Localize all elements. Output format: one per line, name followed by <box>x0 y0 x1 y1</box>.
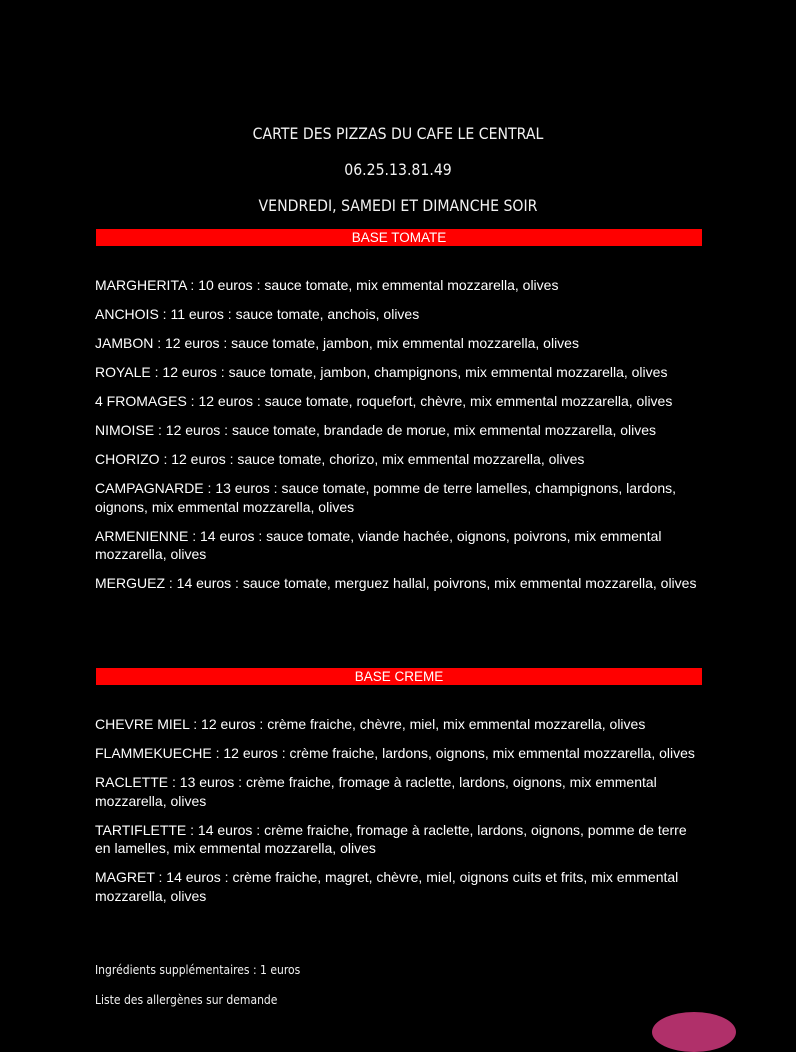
corner-decoration <box>652 1012 736 1052</box>
tomate-pizza-list <box>95 276 705 603</box>
pizza-item-raclette: RACLETTE : 13 euros : crème fraiche, fromage à raclette, lardons, oignons, mix emmental mozzarella, olives <box>95 774 657 809</box>
phone-number: 06.25.13.81.49 <box>344 160 452 179</box>
pizza-item-jambon: JAMBON : 12 euros : sauce tomate, jambon, mix emmental mozzarella, olives <box>95 335 579 351</box>
pizza-item-royale: ROYALE : 12 euros : sauce tomate, jambon, champignons, mix emmental mozzarella, olives <box>95 364 668 380</box>
pizza-item-campagnarde: CAMPAGNARDE : 13 euros : sauce tomate, pomme de terre lamelles, champignons, lardons, oignons, mix emmental mozzarella, olives <box>95 480 676 515</box>
pizza-item-tartiflette: TARTIFLETTE : 14 euros : crème fraiche, fromage à raclette, lardons, oignons, pomme de terre en lamelles, mix emmental mozzarella, olives <box>95 821 687 856</box>
creme-pizza-list <box>95 715 705 916</box>
allergens-note: Liste des allergènes sur demande <box>95 993 278 1007</box>
section-header-base-creme: BASE CREME <box>96 668 702 685</box>
pizza-item-nimoise: NIMOISE : 12 euros : sauce tomate, brandade de morue, mix emmental mozzarella, olives <box>95 422 657 438</box>
extra-ingredients-note: Ingrédients supplémentaires : 1 euros <box>95 963 301 977</box>
menu-title: CARTE DES PIZZAS DU CAFE LE CENTRAL <box>252 124 544 143</box>
pizza-item-chorizo: CHORIZO : 12 euros : sauce tomate, chorizo, mix emmental mozzarella, olives <box>95 451 585 467</box>
pizza-item-anchois: ANCHOIS : 11 euros : sauce tomate, anchois, olives <box>95 306 420 322</box>
pizza-item-margherita: MARGHERITA : 10 euros : sauce tomate, mix emmental mozzarella, olives <box>95 277 559 293</box>
pizza-item-armenienne: ARMENIENNE : 14 euros : sauce tomate, viande hachée, oignons, poivrons, mix emmental mozzarella, olives <box>95 527 662 562</box>
pizza-item-merguez: MERGUEZ : 14 euros : sauce tomate, merguez hallal, poivrons, mix emmental mozzarella, olives <box>95 575 697 591</box>
pizza-item-chevre-miel: CHEVRE MIEL : 12 euros : crème fraiche, chèvre, miel, mix emmental mozzarella, olives <box>95 716 646 732</box>
section-header-base-tomate: BASE TOMATE <box>96 229 702 246</box>
pizza-item-magret: MAGRET : 14 euros : crème fraiche, magret, chèvre, miel, oignons cuits et frits, mix emmental mozzarella, olives <box>95 869 679 904</box>
opening-schedule: VENDREDI, SAMEDI ET DIMANCHE SOIR <box>258 196 538 215</box>
pizza-item-4-fromages: 4 FROMAGES : 12 euros : sauce tomate, roquefort, chèvre, mix emmental mozzarella, olives <box>95 393 673 409</box>
pizza-item-flammekueche: FLAMMEKUECHE : 12 euros : crème fraiche, lardons, oignons, mix emmental mozzarella, olives <box>95 745 695 761</box>
